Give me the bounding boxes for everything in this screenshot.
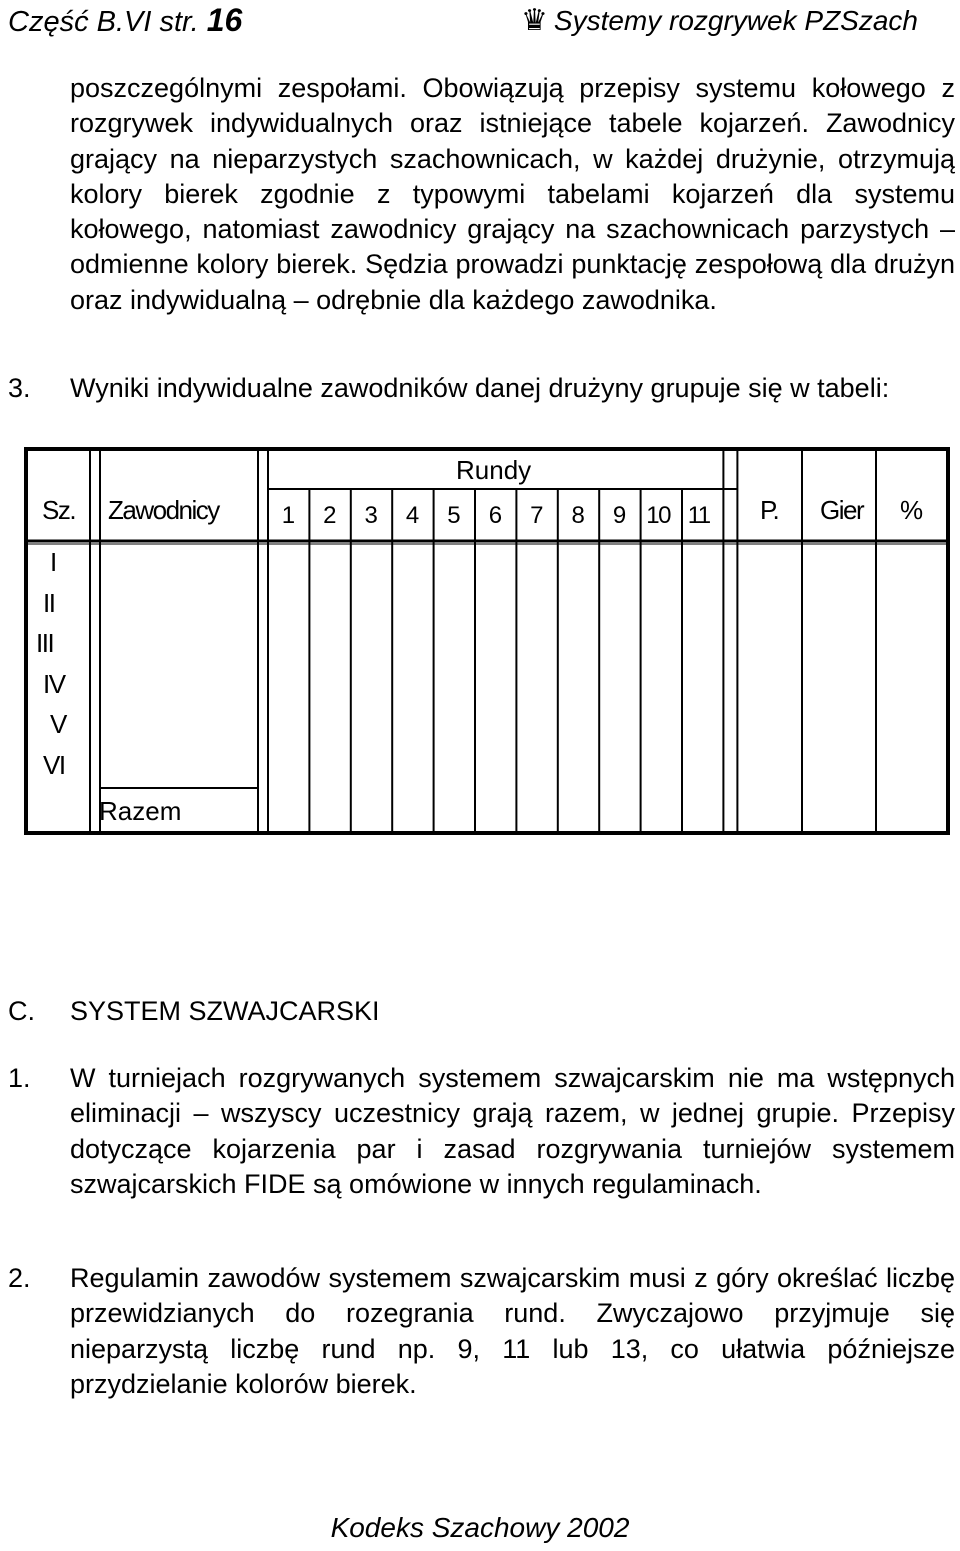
rounds-header: Rundy — [456, 455, 532, 485]
c-item-1-number: 1. — [8, 1063, 31, 1093]
games-column-header: Gier — [820, 495, 864, 525]
total-row-label: Razem — [99, 796, 182, 826]
page-header — [0, 0, 960, 40]
c-item-2-number: 2. — [8, 1263, 31, 1293]
board-label-III: III — [36, 628, 54, 658]
round-number-4: 4 — [405, 502, 418, 529]
header-section-label — [8, 2, 242, 39]
board-label-V: V — [50, 709, 66, 739]
board-label-II: II — [43, 587, 55, 618]
item-3-number: 3. — [8, 373, 31, 403]
page-footer: Kodeks Szachowy 2002 — [330, 1512, 630, 1543]
header-prefix: Część B.VI str. — [8, 6, 207, 38]
percent-column-header: % — [900, 495, 924, 525]
page-number: 16 — [206, 2, 243, 38]
board-label-IV: IV — [43, 668, 65, 699]
round-number-7: 7 — [530, 502, 542, 529]
section-c-title: SYSTEM SZWAJCARSKI — [70, 996, 380, 1026]
round-number-9: 9 — [612, 502, 625, 529]
round-number-8: 8 — [571, 502, 584, 529]
queen-crown-icon: ♛ — [520, 4, 548, 37]
board-label-VI: VI — [43, 749, 65, 780]
section-c-letter: C. — [8, 996, 35, 1026]
round-number-1: 1 — [281, 502, 294, 529]
players-column-header: Zawodnicy — [108, 495, 219, 525]
round-number-2: 2 — [323, 502, 335, 529]
round-number-6: 6 — [488, 502, 501, 529]
board-column-header: Sz. — [42, 495, 76, 525]
round-number-11: 11 — [687, 502, 710, 529]
header-title-text: Systemy rozgrywek PZSzach — [553, 5, 918, 36]
board-label-I: I — [50, 547, 56, 577]
intro-paragraph: poszczególnymi zespołami. Obowiązują przepisy systemu kołowego z rozgrywek indywidualnych oraz istniejące tabele kojarzeń. Zawodnicy grający na nieparzystych szachownicach, w każdej drużynie, otrzymują kolory bierek zgodnie z typowymi tabelami kojarzeń dla systemu kołowego, natomiast zawodnicy grający na szachownicach parzystych – odmienne kolory bierek. Sędzia prowadzi punktację zespołową dla drużyn oraz indywidualną – odrębnie dla każdego zawodnika. — [70, 73, 955, 315]
round-number-10: 10 — [646, 502, 670, 529]
round-number-3: 3 — [364, 502, 377, 529]
points-column-header: P. — [760, 495, 779, 525]
header-title — [521, 3, 918, 38]
round-number-5: 5 — [447, 502, 460, 529]
item-3-text: Wyniki indywidualne zawodników danej drużyny grupuje się w tabeli: — [70, 373, 890, 403]
results-table — [24, 447, 950, 835]
c-item-2-text: Regulamin zawodów systemem szwajcarskim musi z góry określać liczbę przewidzianych do rozegrania rund. Zwyczajowo przyjmuje się nieparzystą liczbę rund np. 9, 11 lub 13, co ułatwia późniejsze przydzielanie kolorów bierek. — [70, 1263, 955, 1399]
c-item-1-text: W turniejach rozgrywanych systemem szwajcarskim nie ma wstępnych eliminacji – wszyscy uczestnicy grają razem, w jednej grupie. Przepisy dotyczące kojarzenia par i zasad rozgrywania turniejów systemem szwajcarskich FIDE są omówione w innych regulaminach. — [70, 1063, 955, 1199]
